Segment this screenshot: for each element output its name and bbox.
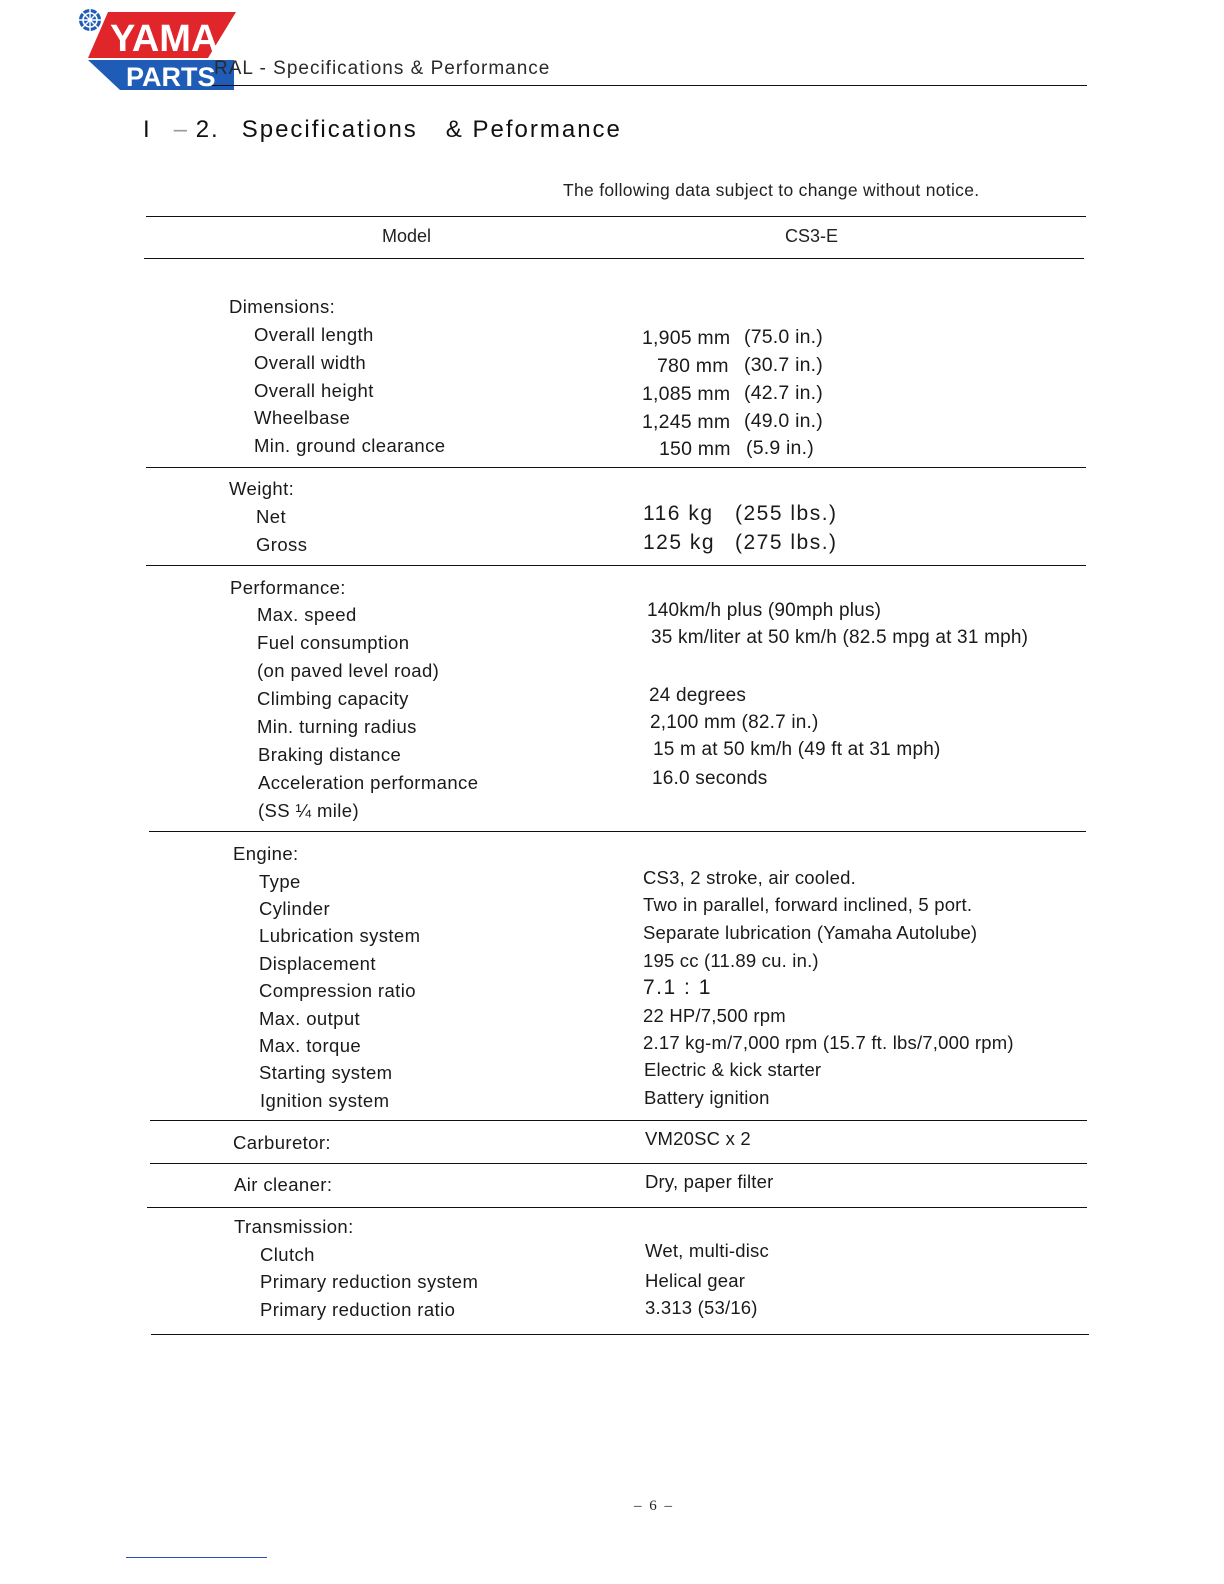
spec-value: Helical gear bbox=[645, 1270, 746, 1291]
spec-value-imperial: (30.7 in.) bbox=[744, 354, 823, 376]
section-number: I bbox=[143, 116, 152, 143]
spec-label: Overall height bbox=[254, 380, 374, 401]
spec-value-imperial: (275 lbs.) bbox=[735, 531, 838, 554]
spec-label: Gross bbox=[256, 534, 308, 555]
spec-value-imperial: (5.9 in.) bbox=[746, 437, 814, 459]
spec-value-imperial: (75.0 in.) bbox=[744, 326, 823, 348]
spec-value: 2,100 mm (82.7 in.) bbox=[650, 712, 819, 733]
spec-label: (on paved level road) bbox=[257, 660, 440, 681]
logo-top-word: YAMA bbox=[110, 18, 219, 60]
spec-label: Type bbox=[259, 871, 301, 892]
spec-value: Electric & kick starter bbox=[644, 1059, 822, 1080]
spec-value: Two in parallel, forward inclined, 5 port. bbox=[643, 894, 973, 915]
spec-value: 1,245 mm bbox=[642, 411, 731, 433]
spec-value: 16.0 seconds bbox=[652, 768, 768, 789]
performance-heading: Performance: bbox=[230, 577, 346, 598]
section-rule bbox=[146, 467, 1086, 468]
spec-value-imperial: (42.7 in.) bbox=[744, 382, 823, 404]
spec-value-imperial: (49.0 in.) bbox=[744, 410, 823, 432]
page-number: – 6 – bbox=[634, 1498, 674, 1514]
spec-label: Acceleration performance bbox=[258, 772, 479, 793]
section-subnumber: 2. bbox=[195, 116, 220, 143]
spec-label: Overall width bbox=[254, 352, 367, 373]
spec-value: 780 mm bbox=[657, 355, 729, 377]
model-value-heading: CS3-E bbox=[785, 226, 839, 246]
spec-label: Displacement bbox=[259, 953, 376, 974]
header-rule bbox=[212, 85, 1087, 86]
spec-label: Wheelbase bbox=[254, 407, 351, 428]
bottom-link-underline bbox=[126, 1557, 267, 1558]
spec-label: Fuel consumption bbox=[257, 632, 410, 653]
spec-label: Braking distance bbox=[258, 744, 402, 765]
notice-text: The following data subject to change without notice. bbox=[563, 180, 980, 200]
spec-value: 3.313 (53/16) bbox=[645, 1297, 758, 1318]
dimensions-heading: Dimensions: bbox=[229, 296, 336, 317]
spec-label: Max. speed bbox=[257, 604, 357, 625]
section-rule bbox=[149, 831, 1086, 832]
spec-value: 22 HP/7,500 rpm bbox=[643, 1005, 786, 1026]
spec-value: 35 km/liter at 50 km/h (82.5 mpg at 31 mph) bbox=[651, 627, 1029, 648]
spec-value: 2.17 kg-m/7,000 rpm (15.7 ft. lbs/7,000 rpm) bbox=[643, 1032, 1014, 1053]
spec-value: Wet, multi-disc bbox=[645, 1240, 769, 1261]
spec-label: Overall length bbox=[254, 324, 374, 345]
spec-label: Starting system bbox=[259, 1062, 393, 1083]
spec-label: (SS ¼ mile) bbox=[258, 800, 360, 821]
spec-value: CS3, 2 stroke, air cooled. bbox=[643, 867, 856, 888]
spec-value: 1,085 mm bbox=[642, 383, 731, 405]
spec-label: Lubrication system bbox=[259, 925, 421, 946]
spec-value-imperial: (255 lbs.) bbox=[735, 502, 838, 525]
spec-label: Cylinder bbox=[259, 898, 331, 919]
spec-label: Climbing capacity bbox=[257, 688, 409, 709]
carburetor-value: VM20SC x 2 bbox=[645, 1128, 751, 1149]
section-ampersand: & bbox=[445, 116, 464, 143]
spec-value: Battery ignition bbox=[644, 1087, 770, 1108]
engine-heading: Engine: bbox=[233, 843, 299, 864]
spec-value: 24 degrees bbox=[649, 685, 747, 706]
spec-label: Clutch bbox=[260, 1244, 315, 1265]
spec-value: 125 kg bbox=[643, 531, 716, 554]
spec-label: Primary reduction system bbox=[260, 1271, 479, 1292]
spec-label: Ignition system bbox=[260, 1090, 390, 1111]
model-column-heading: Model bbox=[382, 226, 432, 246]
spec-value: 116 kg bbox=[643, 502, 714, 525]
spec-label: Min. turning radius bbox=[257, 716, 417, 737]
spec-label: Primary reduction ratio bbox=[260, 1299, 456, 1320]
spec-value: 150 mm bbox=[659, 438, 731, 460]
spec-label: Net bbox=[256, 506, 286, 527]
section-rule bbox=[146, 565, 1086, 566]
logo-bottom-word: PARTS bbox=[126, 62, 216, 92]
spec-value: 7.1 : 1 bbox=[643, 976, 712, 999]
table-header-rule bbox=[144, 258, 1084, 259]
table-top-rule bbox=[146, 216, 1086, 217]
section-separator: – bbox=[173, 116, 188, 143]
spec-value: 140km/h plus (90mph plus) bbox=[647, 600, 882, 621]
spec-label: Min. ground clearance bbox=[254, 435, 446, 456]
yamaha-parts-logo bbox=[76, 6, 246, 94]
weight-heading: Weight: bbox=[229, 478, 295, 499]
spec-label: Max. torque bbox=[259, 1035, 362, 1056]
carburetor-label: Carburetor: bbox=[233, 1132, 331, 1153]
spec-value: Separate lubrication (Yamaha Autolube) bbox=[643, 922, 978, 943]
spec-label: Max. output bbox=[259, 1008, 361, 1029]
running-head: RAL - Specifications & Performance bbox=[214, 58, 551, 79]
section-title bbox=[143, 116, 622, 144]
spec-value: 15 m at 50 km/h (49 ft at 31 mph) bbox=[653, 739, 941, 760]
transmission-heading: Transmission: bbox=[234, 1216, 354, 1237]
spec-label: Compression ratio bbox=[259, 980, 416, 1001]
section-rule bbox=[150, 1163, 1087, 1164]
spec-value: 195 cc (11.89 cu. in.) bbox=[643, 950, 819, 971]
air-cleaner-label: Air cleaner: bbox=[234, 1174, 333, 1195]
section-rule bbox=[147, 1207, 1087, 1208]
table-bottom-rule bbox=[151, 1334, 1089, 1335]
air-cleaner-value: Dry, paper filter bbox=[645, 1171, 774, 1192]
section-title-text: Specifications bbox=[241, 116, 418, 143]
section-title-text-2: Peformance bbox=[472, 116, 622, 143]
section-rule bbox=[150, 1120, 1087, 1121]
spec-value: 1,905 mm bbox=[642, 327, 731, 349]
